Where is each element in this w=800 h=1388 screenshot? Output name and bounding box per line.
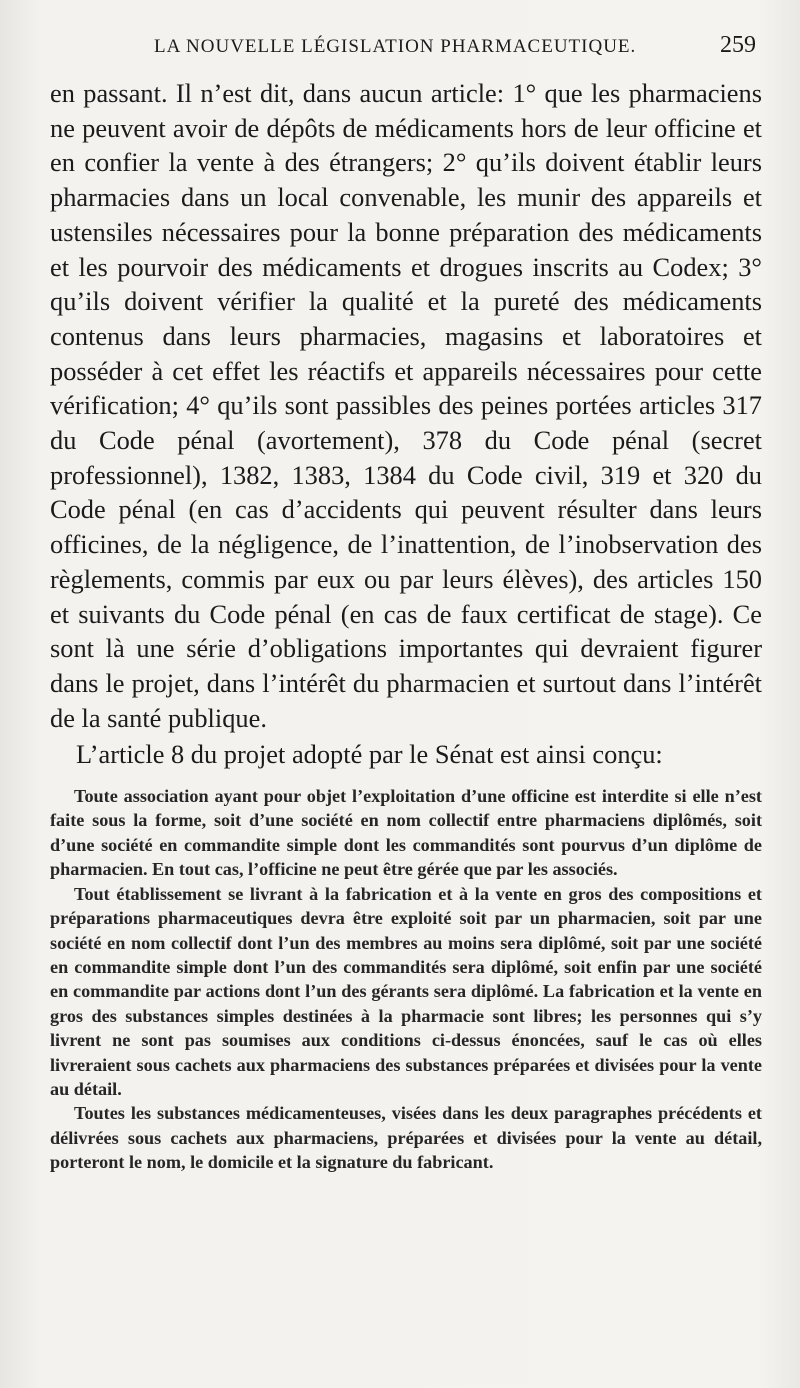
body-text [50, 76, 762, 772]
body-paragraph: en passant. Il n’est dit, dans aucun article: 1° que les pharmaciens ne peuvent avoir de dépôts de médicaments hors de leur officine et en confier la vente à des étrangers; 2° qu’ils doivent établir leurs pharmacies dans un local convenable, les munir des appareils et ustensiles nécessaires pour la bonne préparation des médicaments et les pourvoir des médicaments et drogues inscrits au Codex; 3° qu’ils doivent vérifier la qualité et la pureté des médicaments contenus dans leurs pharmacies, magasins et laboratoires et posséder à cet effet les réactifs et appareils nécessaires pour cette vérification; 4° qu’ils sont passibles des peines portées articles 317 du Code pénal (avortement), 378 du Code pénal (secret professionnel), 1382, 1383, 1384 du Code civil, 319 et 320 du Code pénal (en cas d’accidents qui peuvent résulter dans leurs officines, de la négligence, de l’inattention, de l’inobservation des règlements, commis par eux ou par leurs élèves), des articles 150 et suivants du Code pénal (en cas de faux certificat de stage). Ce sont là une série d’obligations importantes qui devraient figurer dans le projet, dans l’intérêt du pharmacien et surtout dans l’intérêt de la santé publique. [50, 78, 762, 733]
page-number: 259 [720, 32, 756, 58]
running-title: LA NOUVELLE LÉGISLATION PHARMACEUTIQUE. [154, 36, 637, 57]
quote-paragraph: Toutes les substances médicamenteuses, visées dans les deux paragraphes précédents et délivrées sous cachets aux pharmaciens, préparées et divisées pour la vente au détail, porteront le nom, le domicile et la signature du fabricant. [50, 1103, 762, 1173]
quote-paragraph: Tout établissement se livrant à la fabrication et à la vente en gros des compositions et préparations pharmaceutiques devra être exploité soit par un pharmacien, soit par une société en nom collectif dont l’un des membres au moins sera diplômé, soit par une société en commandite simple dont l’un des commandités sera diplômé, soit enfin par une société en commandite par actions dont l’un des gérants sera diplômé. La fabrication et la vente en gros des substances simples destinées à la pharmacie sont libres; les personnes qui s’y livrent ne sont pas soumises aux conditions ci-dessus énoncées, sauf le cas où elles livreraient sous cachets aux pharmaciens des substances préparées et divisées pour la vente au détail. [50, 883, 762, 1099]
quote-paragraph: Toute association ayant pour objet l’exploitation d’une officine est interdite si elle n’est faite sous la forme, soit d’une société en nom collectif entre pharmaciens diplômés, soit d’une société en commandite simple dont les commandités sont pourvus d’un diplôme de pharmacien. En tout cas, l’officine ne peut être gérée que par les associés. [50, 786, 762, 880]
quoted-article-8 [50, 784, 762, 1175]
running-head [50, 28, 762, 76]
body-paragraph-intro-quote: L’article 8 du projet adopté par le Sénat est ainsi conçu: [76, 739, 663, 770]
